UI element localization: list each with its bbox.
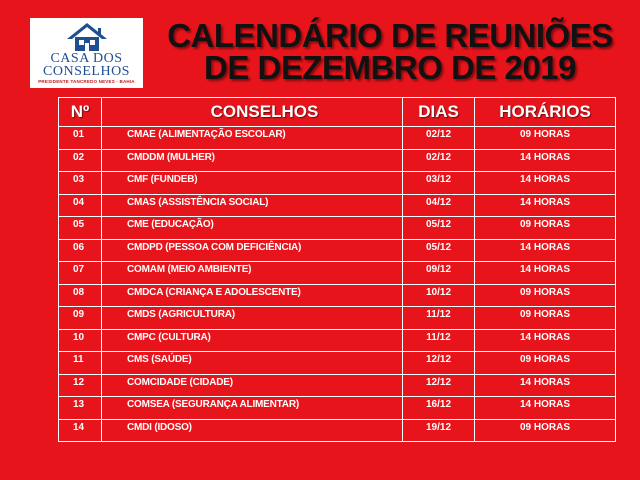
row-conselho: COMSEA (SEGURANÇA ALIMENTAR) bbox=[102, 397, 403, 420]
table-row bbox=[59, 217, 616, 240]
row-dia: 04/12 bbox=[403, 194, 475, 217]
row-horario: 14 HORAS bbox=[475, 172, 616, 195]
header-horarios: HORÁRIOS bbox=[475, 98, 616, 127]
table-row bbox=[59, 374, 616, 397]
row-dia: 16/12 bbox=[403, 397, 475, 420]
row-number: 05 bbox=[59, 217, 102, 240]
logo-name-line2: CONSELHOS bbox=[43, 64, 130, 79]
table-row bbox=[59, 127, 616, 150]
row-conselho: CMDCA (CRIANÇA E ADOLESCENTE) bbox=[102, 284, 403, 307]
row-horario: 09 HORAS bbox=[475, 127, 616, 150]
row-horario: 14 HORAS bbox=[475, 149, 616, 172]
row-horario: 09 HORAS bbox=[475, 307, 616, 330]
table-row bbox=[59, 262, 616, 285]
logo bbox=[30, 18, 143, 88]
title-line2: DE DEZEMBRO DE 2019 bbox=[204, 49, 576, 86]
row-conselho: CMDDM (MULHER) bbox=[102, 149, 403, 172]
row-conselho: CMAS (ASSISTÊNCIA SOCIAL) bbox=[102, 194, 403, 217]
table-header-row bbox=[59, 98, 616, 127]
row-horario: 09 HORAS bbox=[475, 284, 616, 307]
row-number: 02 bbox=[59, 149, 102, 172]
page-title bbox=[150, 17, 630, 86]
row-horario: 09 HORAS bbox=[475, 217, 616, 240]
row-horario: 14 HORAS bbox=[475, 239, 616, 262]
row-dia: 12/12 bbox=[403, 374, 475, 397]
row-number: 10 bbox=[59, 329, 102, 352]
table-row bbox=[59, 397, 616, 420]
row-number: 14 bbox=[59, 419, 102, 442]
schedule-table bbox=[58, 97, 616, 442]
row-horario: 14 HORAS bbox=[475, 329, 616, 352]
table-row bbox=[59, 239, 616, 262]
title-line1: CALENDÁRIO DE REUNIÕES bbox=[167, 17, 613, 54]
row-number: 12 bbox=[59, 374, 102, 397]
row-dia: 12/12 bbox=[403, 352, 475, 375]
logo-name-line1: CASA DOS bbox=[50, 51, 123, 66]
row-dia: 19/12 bbox=[403, 419, 475, 442]
table-row bbox=[59, 307, 616, 330]
table-row bbox=[59, 419, 616, 442]
table-row bbox=[59, 172, 616, 195]
house-icon bbox=[65, 22, 109, 52]
row-number: 13 bbox=[59, 397, 102, 420]
row-dia: 05/12 bbox=[403, 217, 475, 240]
table-row bbox=[59, 352, 616, 375]
row-conselho: CME (EDUCAÇÃO) bbox=[102, 217, 403, 240]
row-number: 06 bbox=[59, 239, 102, 262]
row-conselho: CMF (FUNDEB) bbox=[102, 172, 403, 195]
row-dia: 02/12 bbox=[403, 149, 475, 172]
row-number: 09 bbox=[59, 307, 102, 330]
row-conselho: COMAM (MEIO AMBIENTE) bbox=[102, 262, 403, 285]
row-dia: 03/12 bbox=[403, 172, 475, 195]
row-horario: 14 HORAS bbox=[475, 194, 616, 217]
row-dia: 11/12 bbox=[403, 329, 475, 352]
row-number: 11 bbox=[59, 352, 102, 375]
table-row bbox=[59, 149, 616, 172]
logo-subtitle: PRESIDENTE TANCREDO NEVES - BAHIA bbox=[38, 79, 135, 84]
header-conselhos: CONSELHOS bbox=[102, 98, 403, 127]
row-dia: 05/12 bbox=[403, 239, 475, 262]
row-conselho: CMDI (IDOSO) bbox=[102, 419, 403, 442]
row-number: 04 bbox=[59, 194, 102, 217]
row-conselho: CMDPD (PESSOA COM DEFICIÊNCIA) bbox=[102, 239, 403, 262]
header-num: Nº bbox=[59, 98, 102, 127]
header-dias: DIAS bbox=[403, 98, 475, 127]
row-number: 08 bbox=[59, 284, 102, 307]
row-number: 07 bbox=[59, 262, 102, 285]
row-horario: 14 HORAS bbox=[475, 374, 616, 397]
row-conselho: CMPC (CULTURA) bbox=[102, 329, 403, 352]
row-horario: 09 HORAS bbox=[475, 352, 616, 375]
row-conselho: CMDS (AGRICULTURA) bbox=[102, 307, 403, 330]
row-dia: 02/12 bbox=[403, 127, 475, 150]
table-row bbox=[59, 284, 616, 307]
row-dia: 11/12 bbox=[403, 307, 475, 330]
row-conselho: COMCIDADE (CIDADE) bbox=[102, 374, 403, 397]
row-horario: 09 HORAS bbox=[475, 419, 616, 442]
table-row bbox=[59, 194, 616, 217]
row-dia: 09/12 bbox=[403, 262, 475, 285]
row-conselho: CMAE (ALIMENTAÇÃO ESCOLAR) bbox=[102, 127, 403, 150]
row-horario: 14 HORAS bbox=[475, 397, 616, 420]
row-conselho: CMS (SAÚDE) bbox=[102, 352, 403, 375]
row-number: 03 bbox=[59, 172, 102, 195]
table-row bbox=[59, 329, 616, 352]
row-dia: 10/12 bbox=[403, 284, 475, 307]
row-horario: 14 HORAS bbox=[475, 262, 616, 285]
row-number: 01 bbox=[59, 127, 102, 150]
